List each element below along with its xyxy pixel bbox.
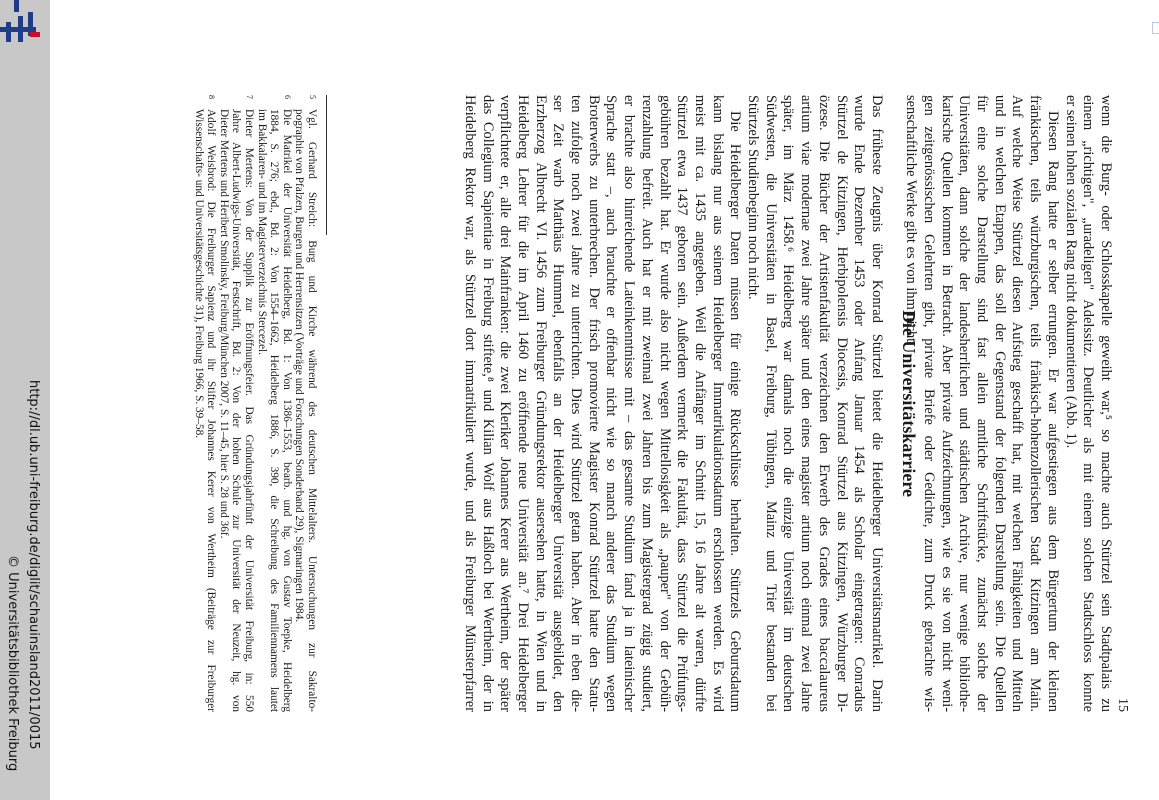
footnote-rule [326, 95, 327, 235]
footnote-text: Vgl. Gerhard Streich: Burg und Kirche während des deutschen Mittelalters. Untersuchungen zur Sakralto- [306, 109, 318, 712]
text-line: Heidelberg Lehrer für die im April 1460 zu eröffnende neue Universität an.⁷ Drei Heidelberger [515, 95, 531, 712]
text-line: er brachte also hinreichende Lateinkenntnisse mit – das gesamte Studium fand ja in lateinischer [621, 95, 638, 712]
viewer-sidebar [0, 0, 50, 800]
text-line: kann bislang nur aus seinem Heidelberger Immatrikulationsdatum erschlossen werden. Es wird [709, 95, 726, 712]
text-line: und in welchen Etappen, das soll der Gegenstand der folgenden Darstellung sein. Die Quellen [991, 95, 1008, 712]
text-line: Das früheste Zeugnis über Konrad Stürtzel bietet die Heidelberger Universitätsmatrikel. Darin [869, 95, 885, 712]
text-line: das Collegium Sapientiae in Freiburg stiftete,⁸ und Kilian Wolf aus Haßloch bei Wertheim, der in [479, 95, 496, 712]
text-line: wenn die Burg- oder Schlosskapelle geweiht war,⁵ so machte auch Stürtzel sein Stadtpalais zu [1098, 95, 1114, 712]
text-line: Auf welche Weise Stürtzel diesen Aufstieg geschafft hat, mit welchen Fähigkeiten und Mitteln [1009, 95, 1026, 712]
text-line: Diesen Rang hatte er selber errungen. Er war aufgestiegen aus dem Bürgertum der kleinen [1044, 111, 1061, 712]
copyright-notice: © Universitätsbibliothek Freiburg [5, 555, 20, 772]
text-line: Sprache statt –, auch brauchte er offenbar nicht wie so manch anderer das Studium wegen [603, 95, 620, 712]
text-line: karische Quellen kommen in Betracht. Aber private Aufzeichnungen, wie es sie von nicht weni- [938, 95, 955, 712]
footnote-text: Adolf Weisbrod: Die Freiburger Sapienz und ihr Stifter Johannes Kerer von Wertheim (Beiträge zur Freiburger [205, 109, 218, 712]
footnote-line: Dieter Mertens und Heribert Smolinsky, Freiburg/München 2007, S. 11–45, hier S. 28 und 36f. [217, 109, 230, 539]
text-line: Broterwerbs zu unterbrechen. Der frisch promovierte Magister Konrad Stürtzel hatte den Statu- [585, 95, 602, 712]
text-line: er seinen hohen sozialen Rang nicht dokumentieren (Abb. 1). [1062, 95, 1079, 449]
text-line: ten zufolge noch zwei Jahre zu unterrichten. Dies wird Stürtzel getan haben. Aber in eben die- [568, 95, 585, 712]
source-url[interactable]: http://dl.ub.uni-freiburg.de/diglit/schauinsland2011/0015 [26, 380, 41, 750]
text-line: gen zeitgenössischen Gelehrten gibt, private Briefe oder Gedichte, zum Druck gebrachte wis- [921, 95, 937, 712]
footnote-line: pographie von Pfalzen, Burgen und Herrensitzen (Vorträge und Forschungen Sonderband 29), Sigmaringen 1984. [293, 109, 306, 623]
footnote-line [280, 95, 293, 712]
text-line: Stürtzels Studienbeginn noch nicht. [745, 95, 762, 300]
footnote-line: Wissenschafts- und Universitätsgeschichte 31), Freiburg 1966, S. 39–58. [192, 109, 205, 439]
text-line: Heidelberg Rektor war, als Stürtzel dort immatrikuliert wurde, und als Freiburger Münsterpfarrer [461, 95, 478, 712]
text-line: Erzherzog Albrecht VI. 1456 zum Freiburger Gründungsrektor ausersehen hatte, in Wien und in [532, 95, 549, 712]
text-line: wurde Ende Dezember 1453 oder Anfang Januar 1454 als Scholar eingetragen: Conradus [851, 95, 868, 712]
text-line: gebühren bezahlt hat. Er wurde also nicht wegen Mittellosigkeit als „pauper" von der Gebüh- [656, 95, 673, 712]
text-line: Südwesten, die Universitäten in Basel, Freiburg, Tübingen, Mainz und Trier bestanden bei [762, 95, 779, 712]
text-line: özese. Die Bücher der Artistenfakultät verzeichnen den Erwerb des Grades eines baccalaureus [815, 95, 832, 712]
footnote-number: 8 [207, 95, 217, 99]
text-line: Universitäten, dann solche der landesherrlichen und städtischen Archive, nur wenige bibliothe- [956, 95, 973, 712]
footnote-number: 7 [245, 95, 254, 99]
footnote-line: 1884, S. 276; ebd., Bd. 2: Von 1554–1662, Heidelberg 1886, S. 390, die Schreibung des Familiennamens lautet [268, 109, 281, 712]
page-number: 15 [1115, 698, 1130, 712]
text-line: einem „richtigen", „uradeligen" Adelssitz. Deutlicher als mit einem solchen Stadtschloss konnte [1080, 95, 1097, 712]
text-line: Stürtzel de Kitzingen, Herbipolensis Diocesis, Konrad Stürtzel aus Kitzingen, Würzburger Di- [833, 95, 850, 712]
text-line: renzahlung befreit. Auch hat er mit zweimal zwei Jahren bis zum Magistergrad zügig studiert, [638, 95, 655, 712]
text-line: Stürtzel etwa 1437 geboren sein. Außerdem vermerkt die Fakultät, dass Stürtzel die Prüfungs- [674, 95, 691, 712]
text-line: verpflichtete er, alle drei Mainfranken: die zwei Kleriker Johannes Kerer aus Wertheim, der später [497, 95, 514, 712]
text-line: Die Heidelberger Daten müssen für einige Rückschlüsse herhalten. Stürtzels Geburtsdatum [727, 111, 744, 712]
footnote-line [305, 95, 318, 712]
footnote-number: 6 [282, 95, 292, 99]
footnote-line: Jahre Albert-Ludwigs-Universität, Festschrift, Bd. 2: Von der hohen Schule zur Universität der Neuzeit, hg. von [230, 109, 243, 712]
text-line: artium viae modernae zwei Jahre später und den eines magister artium noch einmal zwei Jahre [798, 95, 815, 712]
footnote-line [242, 95, 255, 712]
text-line: fränkischen, teils würzburgischen, teils fränkisch-hohenzollerischen Stadt Kitzingen am Main. [1027, 95, 1044, 712]
footnote-number: 5 [308, 95, 317, 99]
footnote-text: Dieter Mertens: Von der Supplik zur Eröffnungsfeier. Das Gründungsjahrfünft der Universität Freiburg, in: 550 [243, 109, 255, 712]
footnote-line [205, 95, 218, 712]
edge-marker [1152, 22, 1159, 34]
section-heading: Die Universitätskarriere [899, 309, 919, 498]
document-page [160, 95, 1130, 712]
text-line: später, im März 1458.⁶ Heidelberg war damals noch die einzige Universität im deutschen [780, 95, 797, 712]
footnote-line: im Bakkalaren- und im Magisterverzeichnis Stercezel. [255, 109, 268, 355]
text-line: meist mit ca. 1435 angegeben. Weil die Anfänger im Schnitt 15, 16 Jahre alt waren, dürfte [692, 95, 708, 712]
text-line: senschaftliche Werke gibt es von ihm nicht. [903, 95, 920, 346]
text-line: für eine solche Darstellung sind fast allein amtliche Schriftstücke, zunächst solche der [974, 95, 991, 712]
footnote-text: Die Matrikel der Universität Heidelberg, Bd. 1: Von 1386–1553, bearb. und hg. von Gustav Toepke, Heidelberg [280, 109, 293, 712]
library-logo-icon [0, 0, 46, 50]
text-line: ser Zeit warb Matthäus Hummel, ebenfalls an der Heidelberger Universität ausgebildet, den [550, 95, 567, 712]
